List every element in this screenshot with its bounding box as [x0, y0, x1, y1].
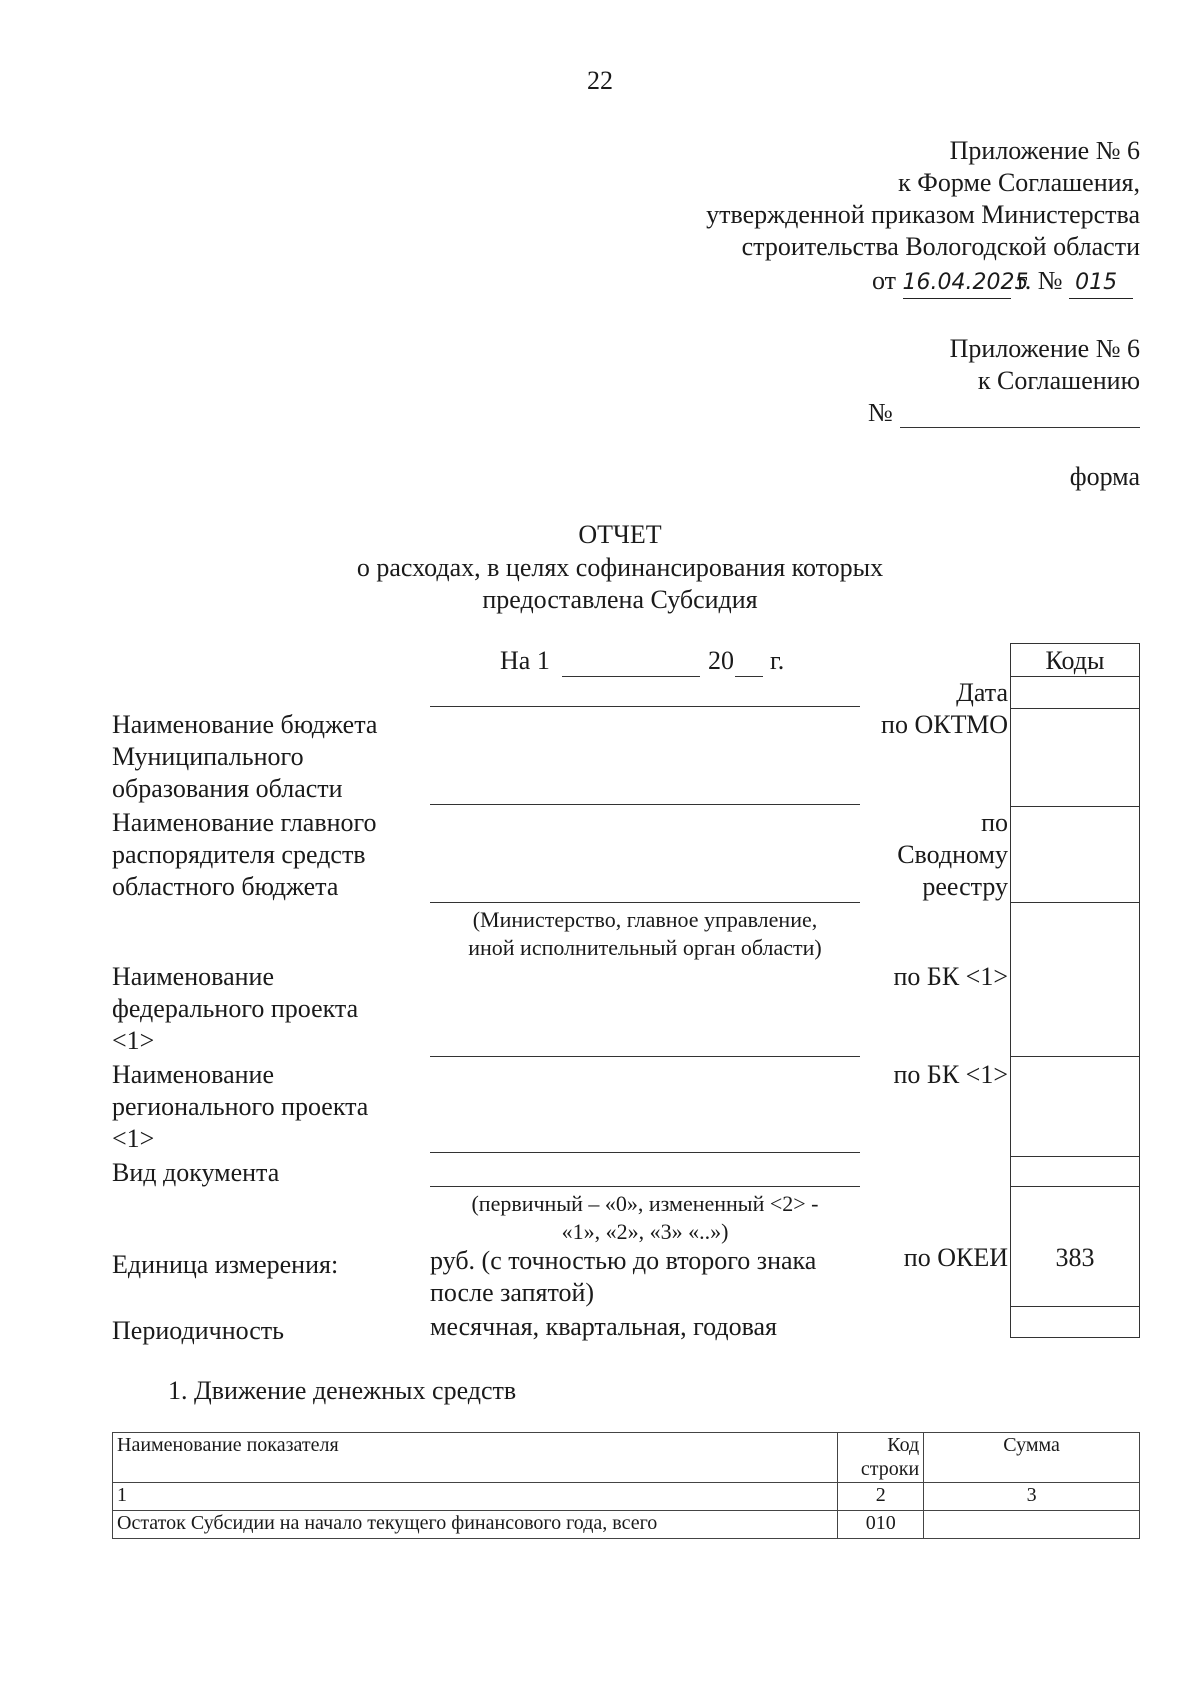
- svod-label-2: Сводному: [897, 840, 1008, 869]
- codes-divider-8: [1010, 1306, 1140, 1307]
- header-sum: Сумма: [924, 1433, 1140, 1483]
- federal-bk-label: по БК <1>: [893, 962, 1008, 991]
- form-label: форма: [1069, 462, 1140, 491]
- doc-type-field: [430, 1186, 860, 1187]
- report-title: ОТЧЕТ: [578, 520, 662, 549]
- codes-divider-7: [1010, 1186, 1140, 1187]
- report-subtitle-line-2: предоставлена Субсидия: [482, 585, 758, 614]
- header-row-code-line-2: строки: [860, 1458, 920, 1480]
- appendix-form-line-2: к Форме Соглашения,: [898, 168, 1140, 197]
- table-number-row: [113, 1483, 1140, 1511]
- svod-label-3: реестру: [922, 872, 1008, 901]
- column-number-2: 2: [838, 1483, 924, 1511]
- regional-project-label-1: Наименование: [112, 1060, 274, 1089]
- header-row-code: [838, 1433, 924, 1483]
- date-month-blank: [562, 676, 700, 677]
- unit-value-2: после запятой): [430, 1278, 595, 1307]
- unit-value-1: руб. (с точностью до второго знака: [430, 1246, 817, 1275]
- regional-bk-label: по БК <1>: [893, 1060, 1008, 1089]
- date-field-line: [430, 706, 860, 707]
- budget-name-label-2: Муниципального: [112, 742, 304, 771]
- federal-project-label-3: <1>: [112, 1026, 155, 1055]
- okei-label: по ОКЕИ: [903, 1243, 1008, 1272]
- codes-divider-4: [1010, 902, 1140, 903]
- date-code-label: Дата: [956, 678, 1008, 707]
- column-number-3: 3: [924, 1483, 1140, 1511]
- oktmo-label: по ОКТМО: [881, 710, 1008, 739]
- row-sum[interactable]: [924, 1511, 1140, 1539]
- federal-project-label-1: Наименование: [112, 962, 274, 991]
- codes-divider-1: [1010, 676, 1140, 677]
- row-name: Остаток Субсидии на начало текущего финансового года, всего: [113, 1511, 838, 1539]
- codes-header: Коды: [1045, 646, 1105, 675]
- regional-project-field: [430, 1152, 860, 1153]
- svod-label-1: по: [981, 808, 1008, 837]
- budget-name-field: [430, 804, 860, 805]
- appendix-form-line-3: утвержденной приказом Министерства: [706, 200, 1140, 229]
- number-label: г. №: [1017, 266, 1063, 295]
- handwritten-number: 015: [1069, 268, 1133, 299]
- budget-name-label-3: образования области: [112, 774, 343, 803]
- date-year-blank: [735, 676, 763, 677]
- doc-type-label: Вид документа: [112, 1158, 280, 1187]
- report-subtitle-line-1: о расходах, в целях софинансирования которых: [356, 553, 884, 582]
- grbs-label-1: Наименование главного: [112, 808, 377, 837]
- section-1-title: 1. Движение денежных средств: [168, 1376, 517, 1405]
- header-indicator-name: Наименование показателя: [113, 1433, 838, 1483]
- period-value: месячная, квартальная, годовая: [430, 1312, 778, 1341]
- handwritten-date: 16.04.2025: [903, 268, 1011, 299]
- date-line-prefix: На 1: [500, 646, 550, 675]
- budget-name-label-1: Наименование бюджета: [112, 710, 378, 739]
- appendix-agreement-line-1: Приложение № 6: [949, 334, 1140, 363]
- cash-flow-table: [112, 1432, 1140, 1539]
- column-number-1: 1: [113, 1483, 838, 1511]
- codes-divider-6: [1010, 1156, 1140, 1157]
- agreement-number-label: №: [868, 398, 893, 427]
- table-row: [113, 1511, 1140, 1539]
- unit-label: Единица измерения:: [112, 1250, 339, 1279]
- grbs-label-3: областного бюджета: [112, 872, 339, 901]
- appendix-form-line-4: строительства Вологодской области: [741, 232, 1140, 261]
- doc-type-hint-2: «1», «2», «3» «..»): [561, 1219, 729, 1244]
- date-line-suffix: г.: [770, 646, 785, 675]
- federal-project-label-2: федерального проекта: [112, 994, 359, 1023]
- page-number: 22: [587, 66, 613, 95]
- table-header-row: [113, 1433, 1140, 1483]
- doc-type-hint-1: (первичный – «0», измененный <2> -: [471, 1191, 819, 1216]
- agreement-number-line: [900, 427, 1140, 428]
- regional-project-label-2: регионального проекта: [112, 1092, 369, 1121]
- codes-column: [1010, 643, 1140, 1338]
- appendix-agreement-line-2: к Соглашению: [977, 366, 1140, 395]
- date-prefix: от: [872, 266, 897, 295]
- federal-project-field: [430, 1056, 860, 1057]
- date-line-year: 20: [708, 646, 734, 675]
- row-code: 010: [838, 1511, 924, 1539]
- codes-divider-2: [1010, 708, 1140, 709]
- okei-code: 383: [1055, 1243, 1095, 1272]
- appendix-form-line-1: Приложение № 6: [949, 136, 1140, 165]
- grbs-label-2: распорядителя средств: [112, 840, 366, 869]
- period-label: Периодичность: [112, 1316, 285, 1345]
- codes-divider-5: [1010, 1056, 1140, 1057]
- grbs-hint-1: (Министерство, главное управление,: [472, 907, 818, 932]
- grbs-hint-2: иной исполнительный орган области): [468, 935, 822, 960]
- header-row-code-line-1: Код: [887, 1434, 920, 1456]
- regional-project-label-3: <1>: [112, 1124, 155, 1153]
- codes-divider-3: [1010, 806, 1140, 807]
- grbs-field: [430, 902, 860, 903]
- appendix-form-date-line: [872, 266, 1142, 299]
